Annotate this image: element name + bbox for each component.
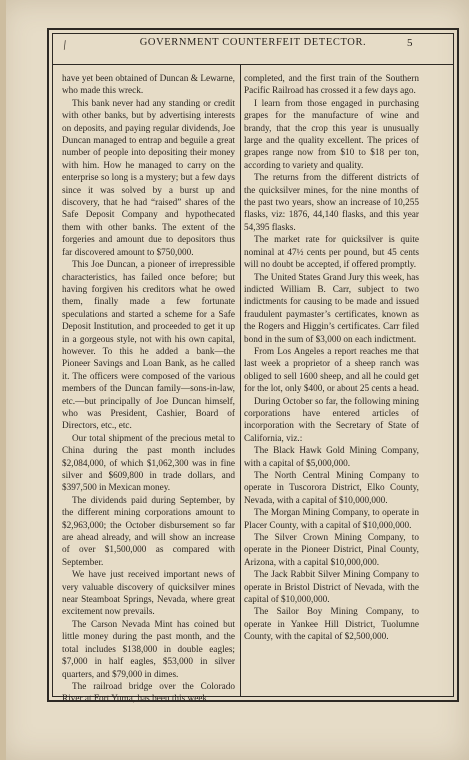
page-edge (0, 0, 6, 760)
left-column (62, 73, 235, 705)
paragraph: Our total shipment of the precious metal to China during the past month includes $2,084,000, of which $1,062,300 was in fine silver and $609,800 in trade dollars, and $397,500 in Mexican money. (62, 433, 235, 494)
paragraph: The Morgan Mining Company, to operate in Placer County, with a capital of $10,000,000. (244, 508, 419, 531)
paragraph: This bank never had any standing or credit with other banks, but by advertising interests on deposits, and paying regular dividends, Joe Duncan managed to entrap and beguile a great number of people into depositing their money with him. How he managed to carry on the enterprise so long is a mystery; but a few days since it was solved by a burst up and discovery, that he had “raised” shares of the Safe Deposit Company and hypothecated them with other banks. The extent of the forgeries and amount due to depositors thus far discovered amount to $750,000. (62, 98, 235, 258)
paragraph: The Jack Rabbit Silver Mining Company to operate in Bristol District of Nevada, with the capital of $10,000,000. (244, 570, 419, 606)
paragraph: We have just received important news of very valuable discovery of quicksilver mines near Steamboat Springs, Nevada, where great excitement now prevails. (62, 570, 235, 618)
paragraph: The Black Hawk Gold Mining Company, with a capital of $5,000,000. (244, 446, 419, 469)
paragraph: completed, and the first train of the Southern Pacific Railroad has crossed it a few days ago. (244, 74, 419, 97)
paragraph: This Joe Duncan, a pioneer of irrepressible characteristics, has failed once before; but having forgiven his creditors what he owed them, finally made a few fortunate speculations and started a scheme for a Safe Deposit Institution, and proceeded to get it up in a gorgeous style, not with his own capital, however. To this he added a bank—the Pioneer Savings and Loan Bank, as he called it. The officers were composed of the various members of the Duncan family—sons-in-law, etc.—but principally of Joe Duncan himself, who was President, Cashier, Board of Directors, etc., etc. (62, 260, 235, 432)
paragraph: The dividends paid during September, by the different mining corporations amount to $2,963,000; the October disbursement so far are ahead already, and will show an increase of over $1,500,000 as compared with September. (62, 495, 235, 568)
paragraph: The United States Grand Jury this week, has indicted William B. Carr, subject to two indictments for causing to be made and issued fraudulent paymaster’s certificates, known as the Rogers and Higgin’s certificates. Carr filed bond in the sum of $3,000 on each indictment. (244, 272, 419, 345)
paragraph: The Silver Crown Mining Company, to operate in the Pioneer District, Pinal County, Arizona, with a capital $10,000,000. (244, 533, 419, 568)
paragraph: The market rate for quicksilver is quite nominal at 47½ cents per pound, but 45 cents will no doubt be accepted, if offered promptly. (244, 235, 419, 271)
right-column (244, 73, 419, 688)
paragraph: The North Central Mining Company to operate in Tuscorora District, Elko County, Nevada, with a capital of $10,000,000. (244, 471, 419, 506)
paragraph: The Sailor Boy Mining Company, to operate in Yankee Hill District, Tuolumne County, with the capital of $2,500,000. (244, 607, 419, 643)
paragraph: The railroad bridge over the Colorado River at Fort Yuma, has been this week (62, 681, 235, 705)
page-number: 5 (407, 37, 413, 49)
paragraph: During October so far, the following mining corporations have entered articles of incorporation with the Secretary of State of California, viz.: (244, 396, 419, 444)
column-divider (240, 64, 241, 697)
paragraph: have yet been obtained of Duncan & Lewarne, who made this wreck. (62, 74, 235, 97)
pencil-mark-icon: ⁄ (61, 39, 69, 52)
paragraph: The returns from the different districts of the quicksilver mines, for the nine months of the past two years, show an increase of 10,255 flasks, viz: 1876, 44,140 flasks, and this year 54,395 flasks. (244, 173, 419, 233)
header-rule (52, 64, 454, 65)
paragraph: I learn from those engaged in purchasing grapes for the manufacture of wine and brandy, that the crop this year is unusually large and the quality excellent. The prices of grapes range now from $10 to $18 per ton, according to variety and quality. (244, 98, 419, 171)
paragraph: From Los Angeles a report reaches me that last week a proprietor of a sheep ranch was obliged to sell 1600 sheep, and all he could get for the lot, only $400, or about 25 cents a head. (244, 346, 419, 395)
running-head-title: GOVERNMENT COUNTERFEIT DETECTOR. (139, 37, 367, 48)
paragraph: The Carson Nevada Mint has coined but little money during the past month, and the total includes $138,000 in double eagles; $7,000 in half eagles, $53,000 in silver quarters, and $79,000 in dimes. (62, 619, 235, 680)
